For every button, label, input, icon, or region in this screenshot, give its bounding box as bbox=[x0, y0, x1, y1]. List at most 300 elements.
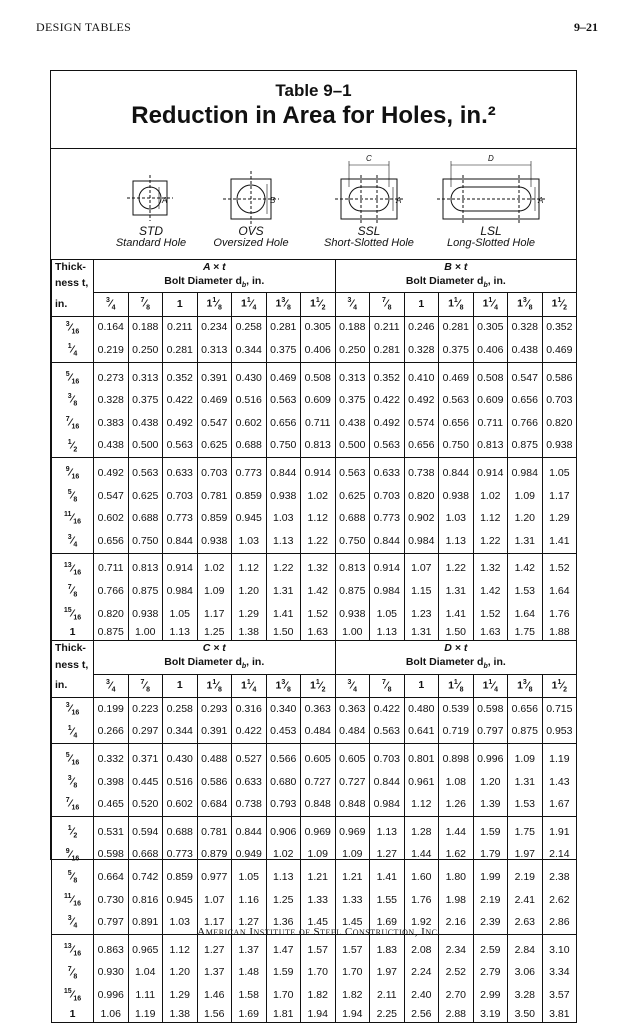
area-value: 1.39 bbox=[473, 793, 508, 816]
area-value: 1.02 bbox=[197, 553, 232, 580]
page-footer: American Institute of Steel Construction, Inc. bbox=[197, 926, 441, 938]
area-value: 1.13 bbox=[439, 530, 474, 553]
area-value: 1.04 bbox=[128, 962, 163, 985]
thickness-value: $^9⁄_{16}$ bbox=[52, 458, 94, 485]
bolt-diameter: $1^1⁄_4$ bbox=[473, 293, 508, 317]
area-value: 1.13 bbox=[370, 817, 405, 844]
area-value: 0.820 bbox=[94, 603, 129, 626]
area-value: 0.297 bbox=[128, 721, 163, 744]
area-value: 0.902 bbox=[404, 507, 439, 530]
area-value: 0.969 bbox=[301, 817, 336, 844]
area-value: 1.03 bbox=[266, 507, 301, 530]
area-value: 0.398 bbox=[94, 771, 129, 794]
area-value: 0.508 bbox=[301, 362, 336, 389]
area-value: 1.55 bbox=[370, 889, 405, 912]
area-value: 2.62 bbox=[542, 889, 577, 912]
area-value: 0.375 bbox=[266, 339, 301, 362]
bolt-diameter: $1^1⁄_2$ bbox=[542, 674, 577, 698]
area-value: 0.492 bbox=[163, 412, 198, 435]
table-row bbox=[52, 1007, 577, 1023]
area-value: 0.750 bbox=[266, 435, 301, 458]
table-row bbox=[52, 435, 577, 458]
area-value: 0.801 bbox=[404, 744, 439, 771]
ssl-top-dim-label: C bbox=[366, 154, 372, 163]
area-value: 0.492 bbox=[370, 412, 405, 435]
area-value: 0.914 bbox=[301, 458, 336, 485]
area-value: 0.250 bbox=[128, 339, 163, 362]
area-value: 1.02 bbox=[266, 844, 301, 867]
area-value: 1.52 bbox=[301, 603, 336, 626]
area-value: 0.484 bbox=[301, 721, 336, 744]
area-value: 0.875 bbox=[508, 435, 543, 458]
area-value: 3.34 bbox=[542, 962, 577, 985]
area-value: 2.19 bbox=[473, 889, 508, 912]
table-title: Reduction in Area for Holes, in.² bbox=[131, 102, 496, 129]
area-value: 0.859 bbox=[232, 485, 267, 508]
area-value: 1.08 bbox=[439, 771, 474, 794]
area-value: 3.19 bbox=[473, 1007, 508, 1023]
area-value: 0.520 bbox=[128, 793, 163, 816]
upper-right-group: B × t bbox=[335, 260, 577, 276]
area-value: 2.25 bbox=[370, 1007, 405, 1023]
area-value: 0.996 bbox=[94, 984, 129, 1007]
area-value: 1.70 bbox=[266, 984, 301, 1007]
area-value: 0.797 bbox=[473, 721, 508, 744]
area-value: 1.33 bbox=[301, 889, 336, 912]
thickness-value: $^{11}⁄_{16}$ bbox=[52, 507, 94, 530]
area-value: 1.42 bbox=[508, 553, 543, 580]
area-value: 0.703 bbox=[370, 744, 405, 771]
area-value: 0.563 bbox=[163, 435, 198, 458]
bolt-diameter: 1 bbox=[404, 674, 439, 698]
area-value: 0.430 bbox=[232, 362, 267, 389]
area-value: 0.656 bbox=[94, 530, 129, 553]
area-value: 2.84 bbox=[508, 935, 543, 962]
long-slotted-hole-drawing bbox=[437, 161, 545, 223]
thickness-value: $^3⁄_8$ bbox=[52, 771, 94, 794]
area-value: 0.773 bbox=[163, 844, 198, 867]
area-value: 1.41 bbox=[542, 530, 577, 553]
area-value: 1.21 bbox=[301, 866, 336, 889]
area-value: 1.13 bbox=[163, 625, 198, 641]
area-value: 0.633 bbox=[232, 771, 267, 794]
area-value: 1.31 bbox=[266, 580, 301, 603]
area-value: 0.656 bbox=[508, 698, 543, 721]
area-value: 0.422 bbox=[232, 721, 267, 744]
table-row bbox=[52, 316, 577, 339]
thickness-header: ness t, bbox=[52, 656, 94, 674]
area-value: 0.602 bbox=[163, 793, 198, 816]
area-value: 2.19 bbox=[508, 866, 543, 889]
area-value: 0.563 bbox=[439, 389, 474, 412]
area-value: 1.11 bbox=[128, 984, 163, 1007]
thickness-value: $^3⁄_{16}$ bbox=[52, 316, 94, 339]
area-value: 2.79 bbox=[473, 962, 508, 985]
area-value: 1.12 bbox=[301, 507, 336, 530]
thickness-value: $^5⁄_8$ bbox=[52, 866, 94, 889]
area-value: 1.26 bbox=[439, 793, 474, 816]
ssl-name: Short-Slotted Hole bbox=[324, 237, 414, 249]
area-value: 1.52 bbox=[473, 603, 508, 626]
area-value: 0.480 bbox=[404, 698, 439, 721]
area-value: 2.39 bbox=[473, 911, 508, 934]
thickness-header: ness t, bbox=[52, 275, 94, 293]
area-value: 1.05 bbox=[163, 603, 198, 626]
area-value: 1.83 bbox=[370, 935, 405, 962]
table-row bbox=[52, 984, 577, 1007]
area-value: 0.492 bbox=[404, 389, 439, 412]
area-value: 1.56 bbox=[197, 1007, 232, 1023]
area-value: 0.488 bbox=[197, 744, 232, 771]
area-value: 1.27 bbox=[370, 844, 405, 867]
area-value: 1.16 bbox=[232, 889, 267, 912]
lsl-abbr: LSL bbox=[480, 224, 502, 238]
area-value: 0.938 bbox=[266, 485, 301, 508]
area-value: 1.02 bbox=[301, 485, 336, 508]
area-value: 0.656 bbox=[266, 412, 301, 435]
area-value: 0.898 bbox=[439, 744, 474, 771]
area-value: 1.25 bbox=[197, 625, 232, 641]
upper-left-group: A × t bbox=[94, 260, 336, 276]
table-row bbox=[52, 603, 577, 626]
area-value: 0.953 bbox=[542, 721, 577, 744]
area-value: 0.594 bbox=[128, 817, 163, 844]
area-value: 0.680 bbox=[266, 771, 301, 794]
area-value: 1.22 bbox=[439, 553, 474, 580]
area-value: 0.875 bbox=[94, 625, 129, 641]
area-value: 0.738 bbox=[232, 793, 267, 816]
area-value: 2.86 bbox=[542, 911, 577, 934]
table-row bbox=[52, 721, 577, 744]
area-value: 0.906 bbox=[266, 817, 301, 844]
area-value: 0.293 bbox=[197, 698, 232, 721]
area-value: 0.848 bbox=[335, 793, 370, 816]
area-value: 1.42 bbox=[301, 580, 336, 603]
thickness-value: $^3⁄_{16}$ bbox=[52, 698, 94, 721]
area-value: 0.703 bbox=[197, 458, 232, 485]
bolt-diameter: $1^1⁄_4$ bbox=[232, 293, 267, 317]
area-value: 1.42 bbox=[473, 580, 508, 603]
bolt-diameter: $1^1⁄_4$ bbox=[473, 674, 508, 698]
area-value: 0.438 bbox=[508, 339, 543, 362]
area-value: 0.938 bbox=[197, 530, 232, 553]
area-value: 0.363 bbox=[301, 698, 336, 721]
area-value: 0.352 bbox=[370, 362, 405, 389]
area-value: 1.36 bbox=[266, 911, 301, 934]
area-value: 2.99 bbox=[473, 984, 508, 1007]
area-value: 0.391 bbox=[197, 362, 232, 389]
area-value: 0.656 bbox=[508, 389, 543, 412]
area-value: 1.20 bbox=[473, 771, 508, 794]
area-value: 0.500 bbox=[335, 435, 370, 458]
area-value: 0.684 bbox=[197, 793, 232, 816]
area-value: 1.00 bbox=[335, 625, 370, 641]
area-value: 1.76 bbox=[404, 889, 439, 912]
area-value: 0.875 bbox=[508, 721, 543, 744]
area-value: 1.06 bbox=[94, 1007, 129, 1023]
area-value: 0.453 bbox=[266, 721, 301, 744]
area-value: 0.563 bbox=[128, 458, 163, 485]
area-value: 1.20 bbox=[508, 507, 543, 530]
table-row bbox=[52, 412, 577, 435]
running-head bbox=[36, 20, 598, 36]
area-value: 1.57 bbox=[335, 935, 370, 962]
area-value: 0.508 bbox=[473, 362, 508, 389]
area-value: 1.76 bbox=[542, 603, 577, 626]
area-value: 1.53 bbox=[508, 580, 543, 603]
thickness-value: 1 bbox=[52, 1007, 94, 1023]
area-value: 0.586 bbox=[197, 771, 232, 794]
table-row bbox=[52, 844, 577, 867]
area-value: 3.10 bbox=[542, 935, 577, 962]
lower-left-group: C × t bbox=[94, 641, 336, 657]
area-value: 0.391 bbox=[197, 721, 232, 744]
thickness-value: $^{15}⁄_{16}$ bbox=[52, 603, 94, 626]
area-value: 0.605 bbox=[301, 744, 336, 771]
area-value: 0.313 bbox=[128, 362, 163, 389]
area-value: 0.664 bbox=[94, 866, 129, 889]
area-value: 0.563 bbox=[370, 721, 405, 744]
area-value: 1.13 bbox=[370, 625, 405, 641]
table-row bbox=[52, 744, 577, 771]
thickness-value: $^{15}⁄_{16}$ bbox=[52, 984, 94, 1007]
area-value: 0.945 bbox=[163, 889, 198, 912]
area-value: 0.641 bbox=[404, 721, 439, 744]
area-value: 0.258 bbox=[163, 698, 198, 721]
table-row bbox=[52, 817, 577, 844]
area-value: 0.766 bbox=[94, 580, 129, 603]
area-value: 0.984 bbox=[163, 580, 198, 603]
area-value: 0.773 bbox=[232, 458, 267, 485]
area-value: 1.82 bbox=[335, 984, 370, 1007]
area-value: 0.469 bbox=[197, 389, 232, 412]
area-value: 2.08 bbox=[404, 935, 439, 962]
area-value: 1.05 bbox=[370, 603, 405, 626]
thickness-value: 1 bbox=[52, 625, 94, 641]
bolt-diameter: $1^1⁄_8$ bbox=[197, 674, 232, 698]
area-value: 0.563 bbox=[266, 389, 301, 412]
area-value: 0.688 bbox=[335, 507, 370, 530]
area-value: 0.742 bbox=[128, 866, 163, 889]
area-value: 0.281 bbox=[163, 339, 198, 362]
area-value: 0.656 bbox=[404, 435, 439, 458]
area-value: 0.949 bbox=[232, 844, 267, 867]
area-value: 0.844 bbox=[163, 530, 198, 553]
area-value: 1.31 bbox=[508, 771, 543, 794]
area-value: 0.430 bbox=[163, 744, 198, 771]
thickness-value: $^{13}⁄_{16}$ bbox=[52, 935, 94, 962]
area-value: 1.41 bbox=[439, 603, 474, 626]
area-value: 0.465 bbox=[94, 793, 129, 816]
area-value: 0.730 bbox=[94, 889, 129, 912]
area-value: 1.32 bbox=[473, 553, 508, 580]
thickness-value: $^1⁄_2$ bbox=[52, 817, 94, 844]
area-value: 0.984 bbox=[370, 580, 405, 603]
area-value: 0.340 bbox=[266, 698, 301, 721]
area-value: 0.566 bbox=[266, 744, 301, 771]
area-value: 0.813 bbox=[473, 435, 508, 458]
area-value: 0.598 bbox=[94, 844, 129, 867]
ssl-dim-label: A bbox=[396, 196, 402, 205]
area-value: 2.56 bbox=[404, 1007, 439, 1023]
area-value: 3.28 bbox=[508, 984, 543, 1007]
area-value: 0.875 bbox=[128, 580, 163, 603]
area-value: 0.445 bbox=[128, 771, 163, 794]
area-value: 1.21 bbox=[335, 866, 370, 889]
area-value: 0.930 bbox=[94, 962, 129, 985]
area-value: 1.46 bbox=[197, 984, 232, 1007]
thickness-header: Thick- bbox=[52, 641, 94, 657]
bolt-diameter: $^3⁄_4$ bbox=[94, 674, 129, 698]
area-value: 0.859 bbox=[197, 507, 232, 530]
area-value: 1.82 bbox=[301, 984, 336, 1007]
short-slotted-hole-drawing bbox=[335, 161, 403, 223]
area-value: 0.891 bbox=[128, 911, 163, 934]
area-value: 0.668 bbox=[128, 844, 163, 867]
table-row bbox=[52, 793, 577, 816]
area-value: 0.875 bbox=[335, 580, 370, 603]
area-value: 0.188 bbox=[335, 316, 370, 339]
ssl-caption bbox=[309, 225, 429, 249]
area-value: 0.352 bbox=[542, 316, 577, 339]
area-value: 1.75 bbox=[508, 817, 543, 844]
table-row bbox=[52, 625, 577, 641]
area-value: 1.09 bbox=[301, 844, 336, 867]
area-value: 1.19 bbox=[128, 1007, 163, 1023]
area-value: 1.41 bbox=[370, 866, 405, 889]
area-value: 1.64 bbox=[542, 580, 577, 603]
area-value: 1.27 bbox=[232, 911, 267, 934]
ssl-abbr: SSL bbox=[357, 224, 381, 238]
area-value: 0.598 bbox=[473, 698, 508, 721]
thickness-value: $^5⁄_{16}$ bbox=[52, 362, 94, 389]
area-value: 1.50 bbox=[439, 625, 474, 641]
area-value: 0.332 bbox=[94, 744, 129, 771]
area-value: 2.16 bbox=[439, 911, 474, 934]
area-value: 1.97 bbox=[370, 962, 405, 985]
bolt-diameter: $1^3⁄_8$ bbox=[266, 674, 301, 698]
area-value: 0.719 bbox=[439, 721, 474, 744]
area-value: 3.50 bbox=[508, 1007, 543, 1023]
area-value: 0.750 bbox=[335, 530, 370, 553]
area-value: 1.09 bbox=[335, 844, 370, 867]
ovs-caption bbox=[191, 225, 311, 249]
area-value: 1.31 bbox=[404, 625, 439, 641]
table-row bbox=[52, 935, 577, 962]
area-value: 0.977 bbox=[197, 866, 232, 889]
area-value: 0.305 bbox=[301, 316, 336, 339]
thickness-value: $^{11}⁄_{16}$ bbox=[52, 889, 94, 912]
area-value: 1.31 bbox=[439, 580, 474, 603]
area-value: 0.211 bbox=[163, 316, 198, 339]
area-value: 0.438 bbox=[128, 412, 163, 435]
area-value: 2.40 bbox=[404, 984, 439, 1007]
area-value: 0.313 bbox=[197, 339, 232, 362]
area-value: 0.547 bbox=[508, 362, 543, 389]
area-value: 0.863 bbox=[94, 935, 129, 962]
area-value: 1.92 bbox=[404, 911, 439, 934]
area-value: 0.219 bbox=[94, 339, 129, 362]
area-value: 2.11 bbox=[370, 984, 405, 1007]
area-value: 2.70 bbox=[439, 984, 474, 1007]
area-value: 1.17 bbox=[197, 911, 232, 934]
area-value: 0.914 bbox=[163, 553, 198, 580]
bolt-diameter: 1 bbox=[163, 674, 198, 698]
area-value: 1.43 bbox=[542, 771, 577, 794]
thickness-value: $^5⁄_8$ bbox=[52, 485, 94, 508]
area-value: 1.45 bbox=[335, 911, 370, 934]
thickness-value: $^7⁄_{16}$ bbox=[52, 412, 94, 435]
area-value: 1.94 bbox=[301, 1007, 336, 1023]
area-value: 0.516 bbox=[163, 771, 198, 794]
area-value: 1.62 bbox=[439, 844, 474, 867]
table-row bbox=[52, 339, 577, 362]
area-value: 1.64 bbox=[508, 603, 543, 626]
area-value: 0.563 bbox=[335, 458, 370, 485]
bolt-diameter: $^7⁄_8$ bbox=[128, 674, 163, 698]
bolt-diameter: $1^1⁄_8$ bbox=[197, 293, 232, 317]
bolt-diameter: $1^1⁄_4$ bbox=[232, 674, 267, 698]
area-value: 0.375 bbox=[128, 389, 163, 412]
area-value: 1.53 bbox=[508, 793, 543, 816]
area-value: 1.67 bbox=[542, 793, 577, 816]
bolt-diameter: $^7⁄_8$ bbox=[370, 674, 405, 698]
area-value: 0.223 bbox=[128, 698, 163, 721]
area-value: 0.633 bbox=[370, 458, 405, 485]
area-value: 1.17 bbox=[197, 603, 232, 626]
area-value: 1.23 bbox=[404, 603, 439, 626]
area-value: 0.383 bbox=[94, 412, 129, 435]
table-row bbox=[52, 553, 577, 580]
area-value: 0.914 bbox=[473, 458, 508, 485]
area-value: 0.605 bbox=[335, 744, 370, 771]
area-value: 1.27 bbox=[197, 935, 232, 962]
area-value: 1.33 bbox=[335, 889, 370, 912]
thickness-value: $^1⁄_2$ bbox=[52, 435, 94, 458]
area-value: 0.844 bbox=[370, 530, 405, 553]
bolt-diameter: $1^3⁄_8$ bbox=[266, 293, 301, 317]
bolt-diameter: $1^1⁄_2$ bbox=[542, 293, 577, 317]
area-value: 0.727 bbox=[301, 771, 336, 794]
bolt-diameter: 1 bbox=[404, 293, 439, 317]
area-value: 1.98 bbox=[439, 889, 474, 912]
area-value: 0.492 bbox=[94, 458, 129, 485]
area-value: 0.688 bbox=[232, 435, 267, 458]
area-value: 1.03 bbox=[163, 911, 198, 934]
area-value: 1.59 bbox=[473, 817, 508, 844]
area-value: 0.938 bbox=[542, 435, 577, 458]
area-value: 0.813 bbox=[301, 435, 336, 458]
area-value: 1.59 bbox=[266, 962, 301, 985]
area-value: 0.371 bbox=[128, 744, 163, 771]
area-value: 1.12 bbox=[163, 935, 198, 962]
area-value: 0.281 bbox=[439, 316, 474, 339]
area-value: 0.531 bbox=[94, 817, 129, 844]
bolt-diameter: $1^1⁄_2$ bbox=[301, 674, 336, 698]
bolt-diameter: $^7⁄_8$ bbox=[128, 293, 163, 317]
area-value: 0.469 bbox=[542, 339, 577, 362]
area-value: 0.602 bbox=[232, 412, 267, 435]
area-value: 0.547 bbox=[197, 412, 232, 435]
table-row bbox=[52, 889, 577, 912]
page-number: 9–21 bbox=[574, 20, 598, 34]
area-value: 0.703 bbox=[542, 389, 577, 412]
area-value: 0.484 bbox=[335, 721, 370, 744]
area-value: 0.938 bbox=[439, 485, 474, 508]
area-value: 1.05 bbox=[542, 458, 577, 485]
area-value: 1.22 bbox=[266, 553, 301, 580]
area-value: 1.37 bbox=[197, 962, 232, 985]
